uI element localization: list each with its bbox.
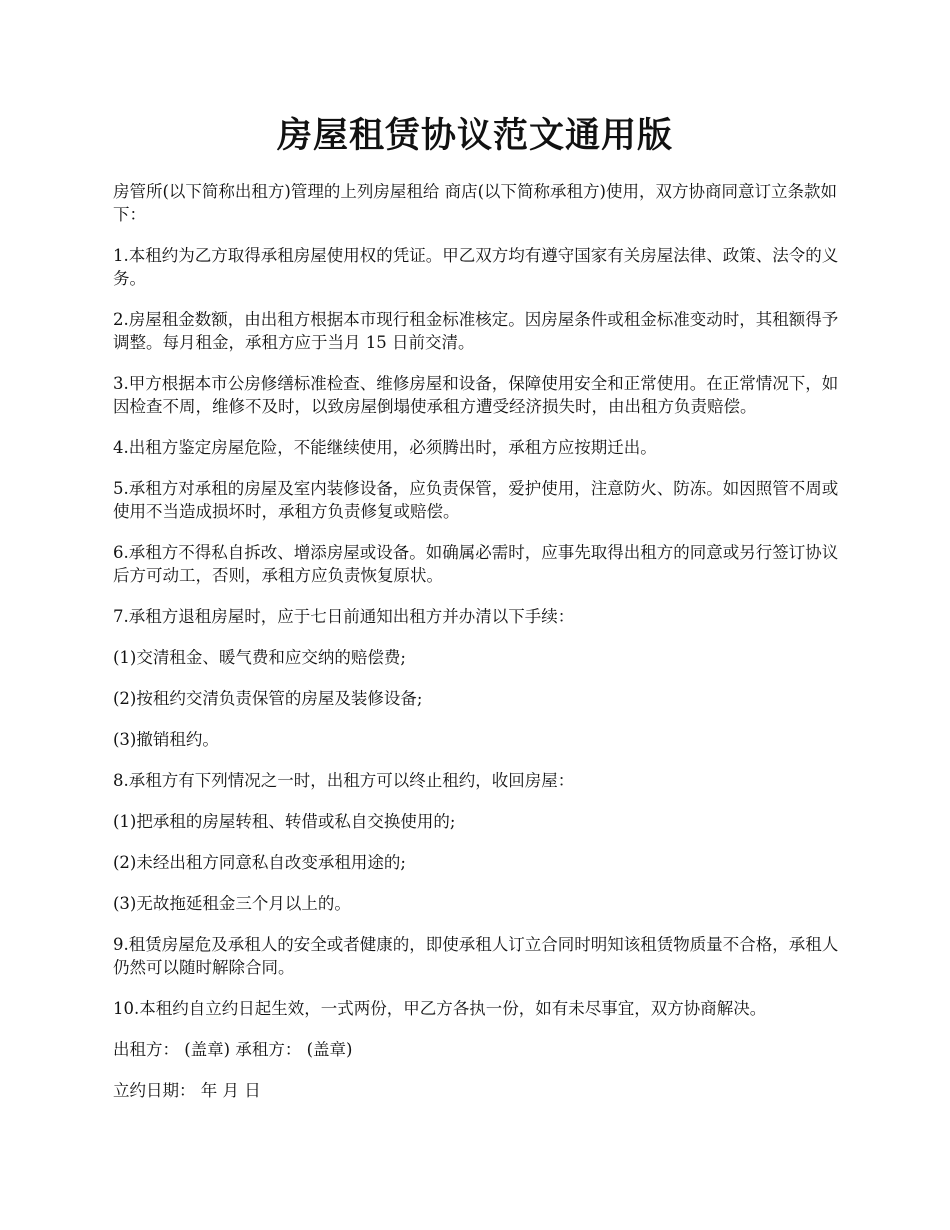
document-title: 房屋租赁协议范文通用版 bbox=[276, 115, 673, 156]
clause-10: 10.本租约自立约日起生效，一式两份，甲乙方各执一份，如有未尽事宜，双方协商解决。 bbox=[113, 999, 767, 1018]
clause-1: 1.本租约为乙方取得承租房屋使用权的凭证。甲乙双方均有遵守国家有关房屋法律、政策、法令的义务。 bbox=[113, 246, 839, 288]
clause-4: 4.出租方鉴定房屋危险，不能继续使用，必须腾出时，承租方应按期迁出。 bbox=[113, 438, 657, 457]
clause-8: 8.承租方有下列情况之一时，出租方可以终止租约，收回房屋： bbox=[113, 771, 575, 790]
clause-8-item-2: (2)未经出租方同意私自改变承租用途的; bbox=[113, 853, 406, 872]
document-body bbox=[113, 180, 853, 1120]
clause-2: 2.房屋租金数额，由出租方根据本市现行租金标准核定。因房屋条件或租金标准变动时，其租额得予调整。每月租金，承租方应于当月 15 日前交清。 bbox=[113, 310, 839, 352]
clause-5: 5.承租方对承租的房屋及室内装修设备，应负责保管，爱护使用，注意防火、防冻。如因照管不周或使用不当造成损坏时，承租方负责修复或赔偿。 bbox=[113, 479, 839, 521]
intro-paragraph: 房管所(以下简称出租方)管理的上列房屋租给 商店(以下简称承租方)使用，双方协商同意订立条款如下： bbox=[113, 182, 837, 224]
clause-8-item-3: (3)无故拖延租金三个月以上的。 bbox=[113, 894, 351, 913]
clause-9: 9.租赁房屋危及承租人的安全或者健康的，即使承租人订立合同时明知该租赁物质量不合格，承租人仍然可以随时解除合同。 bbox=[113, 935, 839, 977]
clause-7-item-2: (2)按租约交清负责保管的房屋及装修设备; bbox=[113, 689, 423, 708]
clause-8-item-1: (1)把承租的房屋转租、转借或私自交换使用的; bbox=[113, 812, 456, 831]
date-line: 立约日期： 年 月 日 bbox=[113, 1081, 261, 1100]
clause-7: 7.承租方退租房屋时，应于七日前通知出租方并办清以下手续： bbox=[113, 607, 575, 626]
clause-6: 6.承租方不得私自拆改、增添房屋或设备。如确属必需时，应事先取得出租方的同意或另行签订协议后方可动工，否则，承租方应负责恢复原状。 bbox=[113, 543, 839, 585]
clause-7-item-1: (1)交清租金、暖气费和应交纳的赔偿费; bbox=[113, 648, 406, 667]
clause-3: 3.甲方根据本市公房修缮标准检查、维修房屋和设备，保障使用安全和正常使用。在正常情况下，如因检查不周，维修不及时，以致房屋倒塌使承租方遭受经济损失时，由出租方负责赔偿。 bbox=[113, 374, 839, 416]
signature-line: 出租方： (盖章) 承租方： (盖章) bbox=[113, 1040, 353, 1059]
clause-7-item-3: (3)撤销租约。 bbox=[113, 730, 219, 749]
